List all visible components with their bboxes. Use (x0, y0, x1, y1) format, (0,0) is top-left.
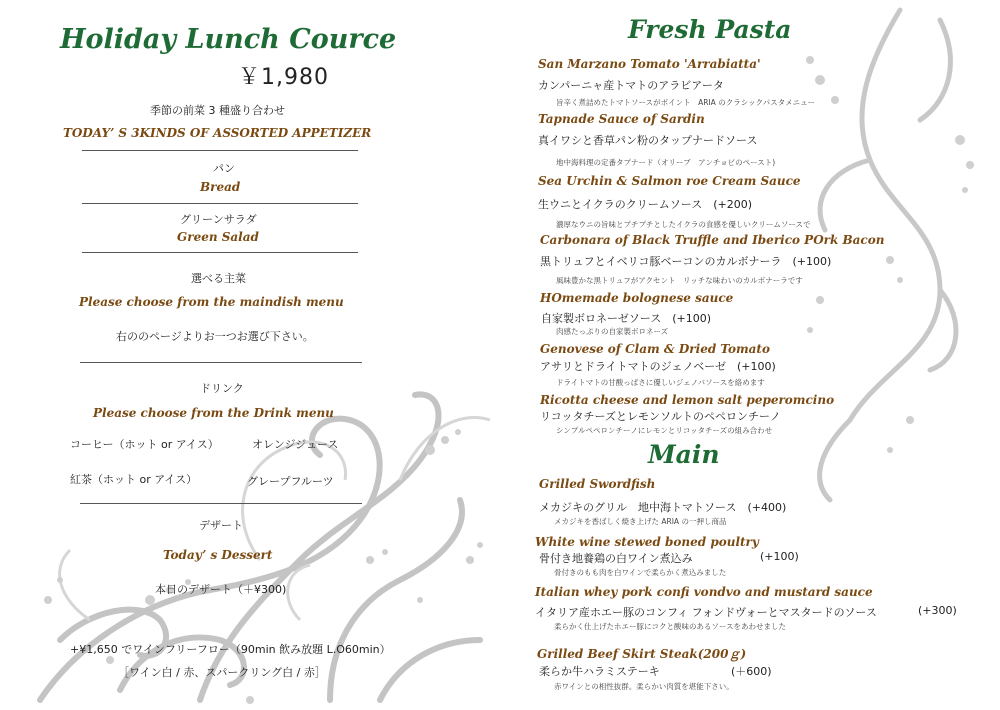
pasta-item-desc: 風味豊かな黒トリュフがアクセント リッチな味わいのカルボナーラです (556, 276, 803, 285)
pasta-item-desc: シンプルペペロンチーノにレモンとリコッタチーズの組み合わせ (556, 426, 773, 435)
main-item-jp: 骨付き地養鶏の白ワイン煮込み (539, 552, 693, 565)
bread-en: Bread (200, 180, 241, 194)
pasta-item-en: San Marzano Tomato 'Arrabiatta' (538, 57, 761, 71)
drink-item: コーヒー（ホット or アイス） (70, 438, 219, 451)
main-item-en: White wine stewed boned poultry (535, 535, 759, 549)
wine-free-flow-detail: ［ワイン白 / 赤、スパークリング白 / 赤］ (118, 666, 326, 679)
main-item-en: Grilled Swordfish (539, 477, 656, 491)
pasta-item-en: Ricotta cheese and lemon salt peperomcino (540, 393, 835, 407)
course-title: Holiday Lunch Cource (60, 24, 397, 55)
main-jp: 選べる主菜 (191, 272, 246, 285)
main-item-en: Grilled Beef Skirt Steak(200ｇ) (537, 647, 747, 661)
drink-item: オレンジジュース (252, 438, 339, 451)
main-item-price: (+100) (760, 550, 799, 563)
pasta-heading: Fresh Pasta (628, 15, 792, 44)
drink-en: Please choose from the Drink menu (93, 406, 334, 420)
drink-jp: ドリンク (200, 382, 244, 395)
main-item-desc: メカジキを香ばしく焼き上げた ARIA の一押し商品 (554, 517, 727, 526)
main-item-jp: メカジキのグリル 地中海トマトソース (+400) (539, 501, 787, 514)
main-item-price: (+300) (918, 604, 957, 617)
main-item-desc: 柔らかく仕上げたホエー豚にコクと酸味のあるソースをあわせました (554, 622, 786, 631)
appetizer-en: TODAY’ S 3KINDS OF ASSORTED APPETIZER (63, 126, 372, 140)
pasta-item-desc: 旨辛く煮詰めたトマトソースがポイント ARIA のクラシックパスタメニュー (556, 98, 816, 107)
main-item-en: Italian whey pork confi vondvo and mustard sauce (535, 585, 873, 599)
pasta-item-jp: 自家製ボロネーゼソース (+100) (541, 312, 712, 325)
pasta-item-en: Sea Urchin & Salmon roe Cream Sauce (538, 174, 801, 188)
main-item-price: (＋600) (731, 665, 772, 678)
appetizer-jp: 季節の前菜 3 種盛り合わせ (150, 104, 285, 117)
divider (80, 362, 362, 363)
pasta-item-desc: 地中海料理の定番タプナード（オリーブ アンチョビのペースト) (556, 158, 776, 167)
main-item-desc: 赤ワインとの相性抜群。柔らかい肉質を堪能下さい。 (554, 682, 734, 691)
salad-en: Green Salad (177, 230, 259, 244)
pasta-item-jp: 真イワシと香草パン粉のタップナードソース (538, 134, 758, 147)
pasta-item-jp: 生ウニとイクラのクリームソース (+200) (538, 198, 753, 211)
pasta-item-en: Tapnade Sauce of Sardin (538, 112, 705, 126)
main-en: Please choose from the maindish menu (79, 295, 344, 309)
main-item-desc: 骨付きのもも肉を白ワインで柔らかく煮込みました (554, 568, 727, 577)
main-item-jp: イタリア産ホエー豚のコンフィ フォンドヴォーとマスタードのソース (535, 606, 877, 619)
bread-jp: パン (213, 162, 235, 175)
pasta-item-jp: 黒トリュフとイベリコ豚ベーコンのカルボナーラ (+100) (540, 255, 832, 268)
dessert-note: 本日のデザート（＋¥300) (155, 583, 287, 596)
divider (80, 503, 362, 504)
divider (82, 203, 358, 204)
pasta-item-en: Genovese of Clam & Dried Tomato (540, 342, 770, 356)
drink-item: 紅茶（ホット or アイス） (70, 473, 198, 486)
pasta-item-jp: リコッタチーズとレモンソルトのペペロンチーノ (540, 410, 781, 423)
pasta-item-desc: ドライトマトの甘酸っぱさに優しいジェノバソースを絡めます (556, 378, 765, 387)
drink-item: グレープフルーツ (247, 475, 334, 488)
main-item-jp: 柔らか牛ハラミステーキ (539, 665, 660, 678)
divider (82, 150, 358, 151)
main-heading: Main (648, 440, 720, 469)
pasta-item-desc: 濃厚なウニの旨味とプチプチとしたイクラの食感を優しいクリームソースで (556, 220, 811, 229)
pasta-item-en: HOmemade bolognese sauce (540, 291, 734, 305)
dessert-en: Today’ s Dessert (163, 548, 273, 562)
pasta-item-desc: 肉感たっぷりの自家製ボロネーズ (556, 327, 669, 336)
pasta-item-jp: アサリとドライトマトのジェノベーゼ (+100) (540, 360, 776, 373)
salad-jp: グリーンサラダ (180, 213, 257, 226)
dessert-jp: デザート (199, 519, 243, 532)
course-price: ￥1,980 (238, 65, 329, 90)
main-note: 右ののページよりお一つお選び下さい。 (116, 330, 314, 343)
pasta-item-en: Carbonara of Black Truffle and Iberico POrk Bacon (540, 233, 885, 247)
wine-free-flow: +¥1,650 でワインフリーフロー（90min 飲み放題 L.O60min） (70, 643, 391, 656)
pasta-item-jp: カンパーニャ産トマトのアラビアータ (538, 79, 724, 92)
divider (82, 252, 358, 253)
